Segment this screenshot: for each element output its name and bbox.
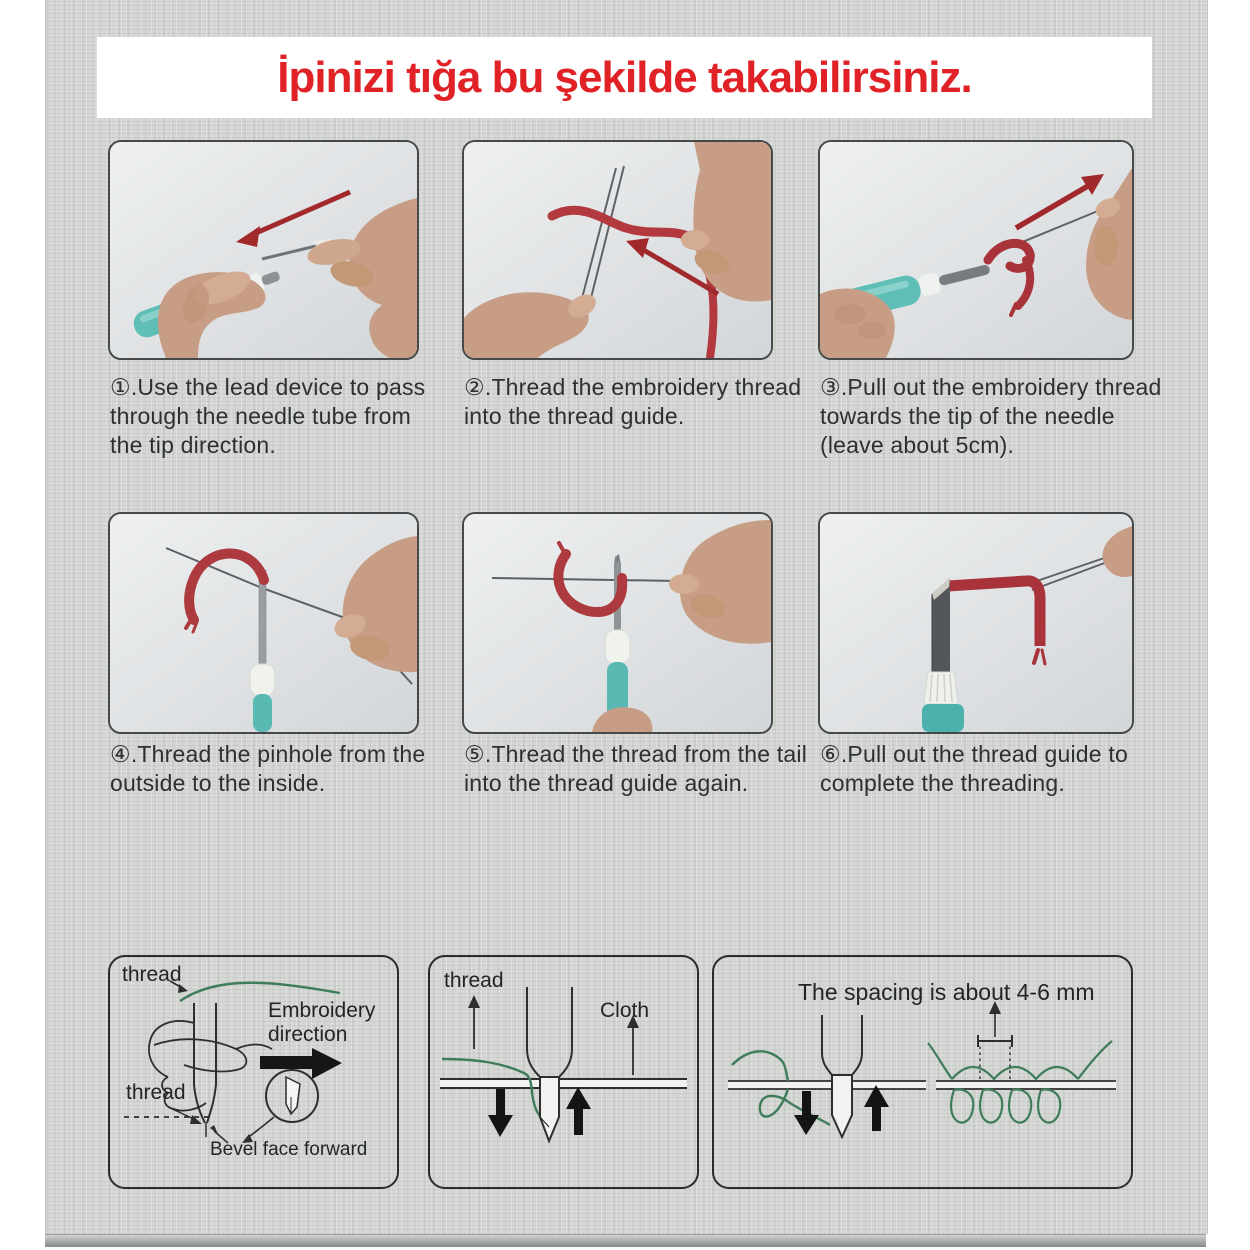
board-bottom-edge bbox=[45, 1234, 1206, 1247]
step-caption-1: ①.Use the lead device to pass through the needle tube from the tip direction. bbox=[110, 374, 426, 458]
step-photo-1 bbox=[108, 140, 419, 360]
step-caption-2: ②.Thread the embroidery thread into the thread guide. bbox=[464, 374, 802, 429]
step-photo-4 bbox=[108, 512, 419, 734]
needle-up-arrow-icon bbox=[864, 1085, 889, 1131]
step-photo-2 bbox=[462, 140, 773, 360]
teal-handle bbox=[253, 694, 272, 732]
thread-label-bottom: thread bbox=[126, 1081, 186, 1104]
diagram-needle-cloth bbox=[428, 955, 699, 1189]
needle-tip bbox=[540, 1077, 559, 1141]
photo-1-illustration bbox=[110, 142, 417, 358]
diagram-stitch-spacing bbox=[712, 955, 1133, 1189]
spacing-label: The spacing is about 4-6 mm bbox=[798, 979, 1095, 1005]
page-title: İpinizi tığa bu şekilde takabilirsiniz. bbox=[277, 52, 972, 102]
embroidery-direction-arrow-icon bbox=[260, 1048, 342, 1079]
dark-needle bbox=[932, 578, 950, 672]
bevel-needle-glyph bbox=[286, 1077, 300, 1114]
needle-funnel bbox=[527, 987, 572, 1077]
diagram-holding-direction bbox=[108, 955, 399, 1189]
step-photo-6 bbox=[818, 512, 1134, 734]
title-banner bbox=[97, 37, 1152, 118]
step-caption-4: ④.Thread the pinhole from the outside to the inside. bbox=[110, 741, 426, 796]
photo-6-illustration bbox=[820, 514, 1132, 732]
thread-label-top: thread bbox=[122, 963, 182, 986]
step-caption-3: ③.Pull out the embroidery thread towards the tip of the needle (leave about 5cm). bbox=[820, 374, 1162, 458]
cloth-band bbox=[440, 1079, 687, 1088]
needle-collar bbox=[250, 664, 275, 696]
needle-up-arrow-icon bbox=[566, 1087, 591, 1135]
step-photo-5 bbox=[462, 512, 773, 734]
needle-funnel bbox=[822, 1015, 862, 1075]
step-photo-3 bbox=[818, 140, 1134, 360]
step-caption-6: ⑥.Pull out the thread guide to complete the threading. bbox=[820, 741, 1128, 796]
teal-handle bbox=[922, 704, 964, 732]
thread-label: thread bbox=[444, 969, 504, 992]
needle-collar bbox=[605, 630, 630, 664]
step-caption-5: ⑤.Thread the thread from the tail into the thread guide again. bbox=[464, 741, 807, 796]
photo-2-illustration bbox=[464, 142, 771, 358]
photo-3-illustration bbox=[820, 142, 1132, 358]
bevel-face-forward-label: Bevel face forward bbox=[210, 1139, 368, 1160]
needle-down-arrow-icon bbox=[794, 1091, 819, 1135]
ribbed-collar bbox=[924, 672, 958, 704]
needle-down-arrow-icon bbox=[488, 1089, 513, 1137]
cloth-label: Cloth bbox=[600, 999, 650, 1022]
photo-4-illustration bbox=[110, 514, 417, 732]
embroidery-direction-label: Embroidery direction bbox=[268, 999, 376, 1047]
needle-tip bbox=[832, 1075, 852, 1137]
photo-5-illustration bbox=[464, 514, 771, 732]
